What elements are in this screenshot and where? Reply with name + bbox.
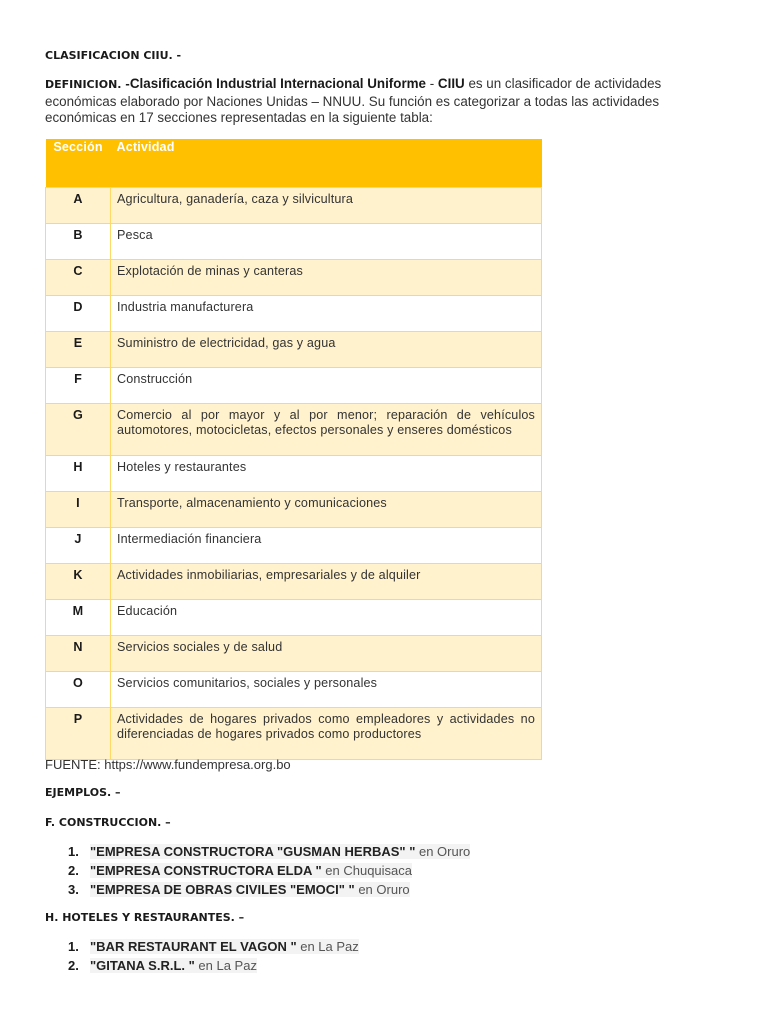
section-code: J bbox=[46, 527, 111, 563]
section-code: N bbox=[46, 635, 111, 671]
section-code: F bbox=[46, 367, 111, 403]
company-name: "BAR RESTAURANT EL VAGON " bbox=[90, 939, 297, 954]
table-row bbox=[46, 707, 542, 759]
section-code: B bbox=[46, 223, 111, 259]
table-row bbox=[46, 527, 542, 563]
table-row bbox=[46, 671, 542, 707]
construccion-heading: F. CONSTRUCCION. – bbox=[45, 816, 171, 829]
definition-term: Clasificación Industrial Internacional Uniforme bbox=[129, 76, 427, 91]
source-note: FUENTE: https://www.fundempresa.org.bo bbox=[45, 757, 291, 772]
activity-description: Educación bbox=[111, 599, 542, 635]
table-row bbox=[46, 259, 542, 295]
column-header-activity: Actividad bbox=[111, 139, 542, 187]
table-row bbox=[46, 187, 542, 223]
activity-description: Pesca bbox=[111, 223, 542, 259]
company-location: en Chuquisaca bbox=[321, 863, 412, 878]
list-item: 3. "EMPRESA DE OBRAS CIVILES "EMOCI" " en Oruro bbox=[68, 882, 410, 897]
activity-description: Servicios sociales y de salud bbox=[111, 635, 542, 671]
hoteles-list bbox=[45, 937, 359, 975]
table-row bbox=[46, 403, 542, 455]
definition-lead: DEFINICION. - bbox=[45, 78, 130, 91]
document-title: CLASIFICACION CIIU. - bbox=[45, 49, 182, 62]
company-location: en La Paz bbox=[296, 939, 359, 954]
section-code: G bbox=[46, 403, 111, 455]
activity-description: Actividades inmobiliarias, empresariales y de alquiler bbox=[111, 563, 542, 599]
definition-text: es un clasificador de actividades económicas elaborado por Naciones Unidas – NNUU. Su función es categorizar a todas las actividades económicas en 17 secciones representadas en la siguiente tabla: bbox=[45, 76, 662, 125]
activity-description: Agricultura, ganadería, caza y silvicultura bbox=[111, 187, 542, 223]
section-code: C bbox=[46, 259, 111, 295]
activity-description: Construcción bbox=[111, 367, 542, 403]
table-row bbox=[46, 455, 542, 491]
company-name: "EMPRESA CONSTRUCTORA ELDA " bbox=[90, 863, 322, 878]
section-code: M bbox=[46, 599, 111, 635]
definition-separator: - bbox=[426, 76, 438, 91]
activity-description: Transporte, almacenamiento y comunicaciones bbox=[111, 491, 542, 527]
table-body bbox=[46, 187, 542, 759]
table-row bbox=[46, 635, 542, 671]
company-name: "EMPRESA CONSTRUCTORA "GUSMAN HERBAS" " bbox=[90, 844, 416, 859]
table-row bbox=[46, 491, 542, 527]
construccion-list bbox=[45, 842, 470, 899]
list-item: 1. "BAR RESTAURANT EL VAGON " en La Paz bbox=[68, 939, 359, 954]
ciiu-table bbox=[45, 139, 542, 760]
table-row bbox=[46, 367, 542, 403]
list-item: 2. "EMPRESA CONSTRUCTORA ELDA " en Chuquisaca bbox=[68, 863, 412, 878]
company-name: "EMPRESA DE OBRAS CIVILES "EMOCI" " bbox=[90, 882, 355, 897]
company-location: en La Paz bbox=[194, 958, 257, 973]
column-header-section: Sección bbox=[46, 139, 111, 187]
section-code: D bbox=[46, 295, 111, 331]
table-header-row bbox=[46, 139, 542, 187]
section-code: A bbox=[46, 187, 111, 223]
activity-description: Explotación de minas y canteras bbox=[111, 259, 542, 295]
company-location: en Oruro bbox=[354, 882, 410, 897]
definition-paragraph bbox=[45, 76, 725, 127]
section-code: O bbox=[46, 671, 111, 707]
section-code: H bbox=[46, 455, 111, 491]
list-item: 2. "GITANA S.R.L. " en La Paz bbox=[68, 958, 257, 973]
activity-description: Suministro de electricidad, gas y agua bbox=[111, 331, 542, 367]
activity-description: Actividades de hogares privados como empleadores y actividades no diferenciadas de hogares privados como productores bbox=[111, 707, 542, 759]
table-row bbox=[46, 563, 542, 599]
table-row bbox=[46, 223, 542, 259]
company-location: en Oruro bbox=[415, 844, 471, 859]
activity-description: Industria manufacturera bbox=[111, 295, 542, 331]
section-code: P bbox=[46, 707, 111, 759]
table-row bbox=[46, 295, 542, 331]
definition-acronym: CIIU bbox=[437, 76, 465, 91]
table-row bbox=[46, 599, 542, 635]
table-row bbox=[46, 331, 542, 367]
hoteles-heading: H. HOTELES Y RESTAURANTES. – bbox=[45, 911, 245, 924]
activity-description: Intermediación financiera bbox=[111, 527, 542, 563]
list-item: 1. "EMPRESA CONSTRUCTORA "GUSMAN HERBAS" " en Oruro bbox=[68, 844, 471, 859]
section-code: I bbox=[46, 491, 111, 527]
activity-description: Servicios comunitarios, sociales y personales bbox=[111, 671, 542, 707]
section-code: E bbox=[46, 331, 111, 367]
examples-heading: EJEMPLOS. – bbox=[45, 786, 121, 799]
activity-description: Comercio al por mayor y al por menor; reparación de vehículos automotores, motocicletas, efectos personales y enseres domésticos bbox=[111, 403, 542, 455]
section-code: K bbox=[46, 563, 111, 599]
activity-description: Hoteles y restaurantes bbox=[111, 455, 542, 491]
company-name: "GITANA S.R.L. " bbox=[90, 958, 195, 973]
